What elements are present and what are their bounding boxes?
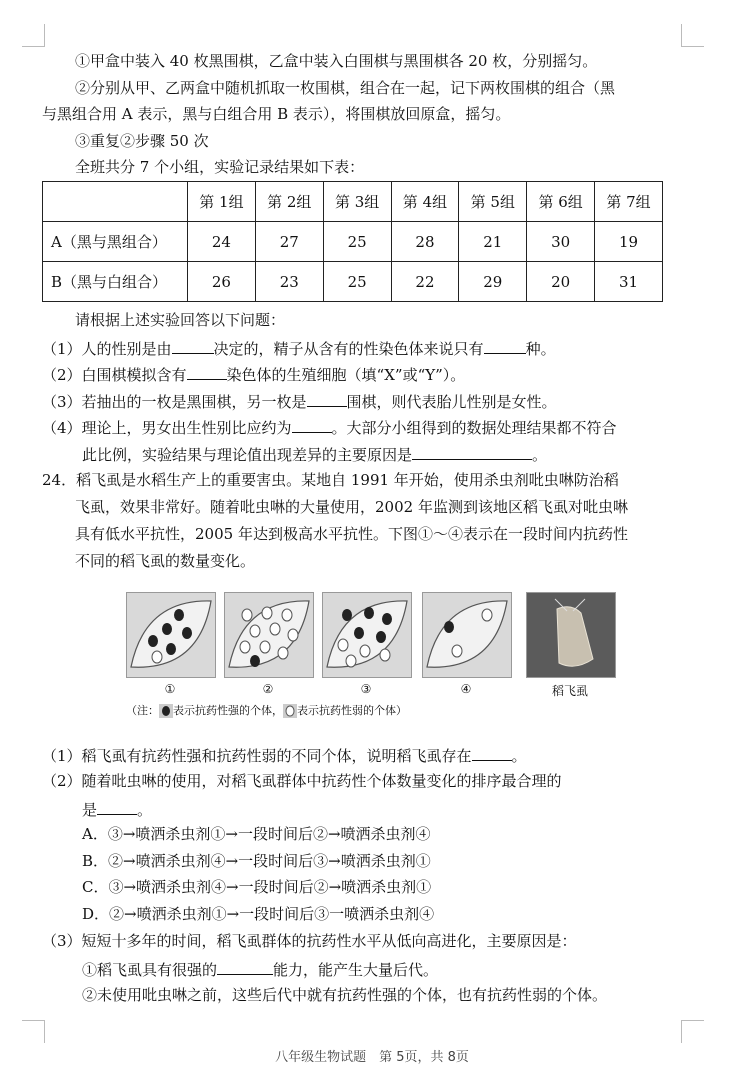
weak-resistance-bug-icon [283,704,297,718]
table-header-cell: 第 7组 [595,182,663,222]
figure-label: ③ [360,682,372,696]
table-header-row [43,182,663,222]
option-c: C．③→喷洒杀虫剂④→一段时间后②→喷洒杀虫剂① [82,878,432,896]
answer-blank[interactable] [187,363,227,380]
table-row [43,262,663,302]
corner-mark-top-right [681,24,704,47]
table-cell: 29 [459,262,527,302]
table-cell: 19 [595,222,663,262]
table-header-cell: 第 5组 [459,182,527,222]
q24-stem-line-2: 飞虱，效果非常好。随着吡虫啉的大量使用，2002 年监测到该地区稻飞虱对吡虫啉 [75,498,628,516]
leaf-illustration [423,593,511,677]
table-cell: 23 [255,262,323,302]
answer-blank[interactable] [484,337,526,354]
planthopper-photo [526,592,616,678]
table-cell: 20 [527,262,595,302]
leaf-illustration [127,593,215,677]
page-footer: 八年级生物试题 第 5页，共 8页 [275,1050,469,1065]
option-a: A．③→喷洒杀虫剂①→一段时间后②→喷洒杀虫剂④ [82,825,431,843]
table-cell: 27 [255,222,323,262]
q24-stem-line-3: 具有低水平抗性，2005 年达到极高水平抗性。下图①～④表示在一段时间内抗药性 [75,525,628,543]
result-table [42,181,663,302]
answer-blank[interactable] [172,337,214,354]
planthopper-icon [527,593,615,677]
figure-note: （注： 表示抗药性强的个体， 表示抗药性弱的个体） [126,704,407,717]
table-intro: 全班共分 7 个小组，实验记录结果如下表： [75,158,365,176]
reason-2: ②未使用吡虫啉之前，这些后代中就有抗药性强的个体，也有抗药性弱的个体。 [82,986,608,1004]
table-header-cell: 第 4组 [391,182,459,222]
q23-question-1: （1）人的性别是由 决定的，精子从含有的性染色体来说只有 种。 [42,337,556,359]
answer-blank[interactable] [472,744,512,761]
answer-blank[interactable] [217,958,273,975]
q23-question-3: （3）若抽出的一枚是黑围棋，另一枚是 围棋，则代表胎儿性别是女性。 [42,390,557,412]
option-b: B．②→喷洒杀虫剂④→一段时间后③→喷洒杀虫剂① [82,852,431,870]
q24-stem-line-4: 不同的稻飞虱的数量变化。 [75,552,256,570]
reason-1: ①稻飞虱具有很强的 能力，能产生大量后代。 [82,958,438,980]
step-1: ①甲盒中装入 40 枚黑围棋，乙盒中装入白围棋与黑围棋各 20 枚，分别摇匀。 [75,52,598,70]
answer-blank[interactable] [307,390,347,407]
leaf-panel-2 [224,592,314,678]
step-2-cont: 与黑组合用 A 表示，黑与白组合用 B 表示），将围棋放回原盒，摇匀。 [42,105,511,123]
figure-label: ② [262,682,274,696]
table-cell: 28 [391,222,459,262]
table-cell: 25 [323,222,391,262]
q24-question-1: （1）稻飞虱有抗药性强和抗药性弱的不同个体，说明稻飞虱存在 。 [42,744,527,766]
corner-mark-bottom-left [22,1020,45,1043]
leaf-illustration [225,593,313,677]
figure-label: 稻飞虱 [551,684,588,698]
q24-question-3: （3）短短十多年的时间，稻飞虱群体的抗药性水平从低向高进化，主要原因是： [42,932,577,950]
answer-blank[interactable] [97,798,137,815]
corner-mark-top-left [22,24,45,47]
leaf-panel-3 [322,592,412,678]
answer-blank[interactable] [412,443,532,460]
step-3: ③重复②步骤 50 次 [75,132,209,150]
table-cell: 31 [595,262,663,302]
strong-resistance-bug-icon [159,704,173,718]
q24-stem-line-1: 24．稻飞虱是水稻生产上的重要害虫。某地自 1991 年开始，使用杀虫剂吡虫啉防治稻 [42,471,619,489]
table-cell: 24 [188,222,256,262]
table-header-cell: 第 6组 [527,182,595,222]
option-d: D．②→喷洒杀虫剂①→一段时间后③一喷洒杀虫剂④ [82,905,435,923]
q23-question-2: （2）白围棋模拟含有 染色体的生殖细胞（填“X”或“Y”）。 [42,363,465,385]
leaf-panel-1 [126,592,216,678]
table-row [43,222,663,262]
q24-question-2: （2）随着吡虫啉的使用，对稻飞虱群体中抗药性个体数量变化的排序最合理的 [42,772,562,790]
q23-prompt: 请根据上述实验回答以下问题： [75,311,286,329]
table-header-cell [43,182,188,222]
table-cell: 22 [391,262,459,302]
q23-question-4: （4）理论上，男女出生性别比应约为 。大部分小组得到的数据处理结果都不符合 [42,416,617,438]
q23-question-4-cont: 此比例，实验结果与理论值出现差异的主要原因是 。 [82,443,547,465]
table-cell: 26 [188,262,256,302]
row-label: A（黑与黑组合） [43,222,188,262]
table-header-cell: 第 1组 [188,182,256,222]
planthopper-figure [126,592,626,722]
answer-blank[interactable] [292,416,332,433]
figure-label: ④ [460,682,472,696]
table-cell: 30 [527,222,595,262]
corner-mark-bottom-right [681,1020,704,1043]
leaf-illustration [323,593,411,677]
row-label: B（黑与白组合） [43,262,188,302]
table-cell: 21 [459,222,527,262]
table-header-cell: 第 2组 [255,182,323,222]
q24-question-2-cont: 是 。 [82,798,152,820]
table-cell: 25 [323,262,391,302]
figure-label: ① [164,682,176,696]
step-2: ②分别从甲、乙两盒中随机抓取一枚围棋，组合在一起，记下两枚围棋的组合（黑 [75,79,616,97]
table-header-cell: 第 3组 [323,182,391,222]
leaf-panel-4 [422,592,512,678]
